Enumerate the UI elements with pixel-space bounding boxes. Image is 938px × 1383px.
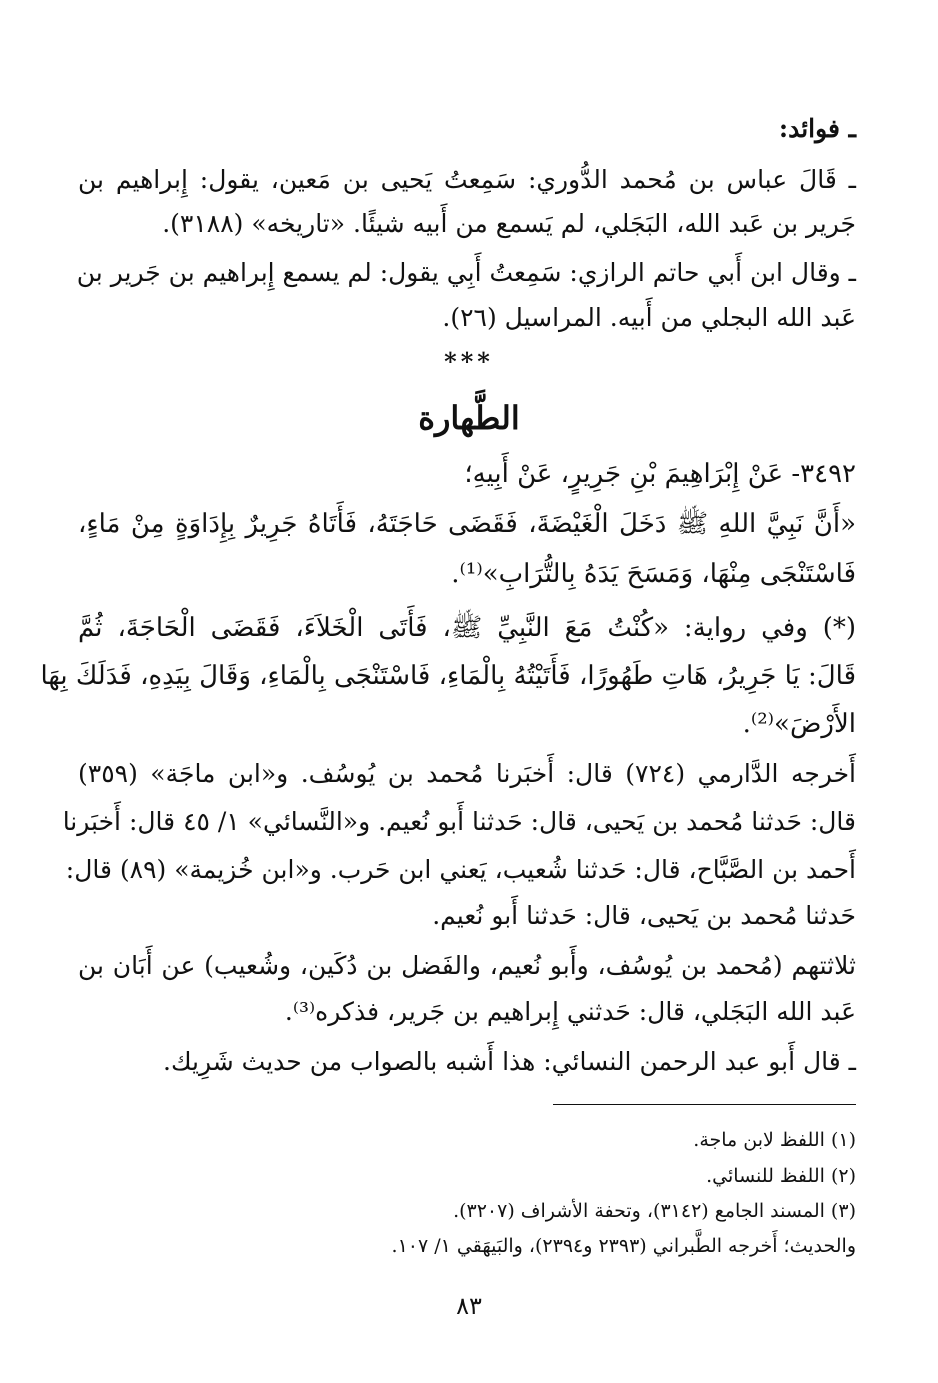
footnote-divider [553, 1104, 856, 1105]
chapter-title: الطَّهارة [418, 399, 520, 437]
hadith-number-line: ٣٤٩٢- عَنْ إِبْرَاهِيمَ بْنِ جَرِيرٍ، عَنْ أَبِيهِ؛ [464, 459, 856, 489]
fawaid-para1-line2: جَرير بن عَبد الله، البَجَلي، لم يَسمع من أَبيه شيئًا. «تاريخه» (٣١٨٨). [162, 209, 856, 238]
section-separator: *** [444, 347, 494, 376]
fawaid-heading: ـ فوائد: [778, 114, 856, 143]
takhrij-line2: قال: حَدثنا مُحمد بن يَحيى، قال: حَدثنا أَبو نُعيم. و«النَّسائي» ١/ ٤٥ قال: أَخبَرنا [62, 807, 856, 836]
fawaid-para1-line1: ـ قَالَ عباس بن مُحمد الدُّوري: سَمِعتُ يَحيى بن مَعين، يقول: إِبراهيم بن [78, 165, 856, 194]
fawaid-para2-line2: عَبد الله البجلي من أَبيه. المراسيل (٢٦). [442, 303, 856, 332]
hadith-riwaya-line3: الأَرْضَ»⁽²⁾. [742, 709, 856, 739]
hadith-text-line2: فَاسْتَنْجَى مِنْهَا، وَمَسَحَ يَدَهُ بِالتُّرَابِ»⁽¹⁾. [451, 559, 856, 589]
page-number: ٨٣ [456, 1292, 482, 1320]
takhrij-line6: عَبد الله البَجَلي، قال: حَدثني إِبراهيم بن جَرير، فذكره⁽³⁾. [284, 997, 856, 1026]
hadith-text-line1: «أَنَّ نَبِيَّ اللهِ ﷺ دَخَلَ الْغَيْضَةَ، فَقَضَى حَاجَتَهُ، فَأَتَاهُ جَرِيرٌ بِإِدَاوَةٍ مِنْ مَاءٍ، [78, 509, 856, 539]
footnote-3-line1: (٣) المسند الجامع (٣١٤٢)، وتحفة الأشراف (٣٢٠٧). [453, 1200, 856, 1222]
takhrij-line7: ـ قال أَبو عبد الرحمن النسائي: هذا أَشبه بالصواب من حديث شَرِيك. [163, 1047, 856, 1076]
hadith-riwaya-line1: (*) وفي رواية: «كُنْتُ مَعَ النَّبِيِّ ﷺ، فَأَتَى الْخَلاَءَ، فَقَضَى الْحَاجَةَ، ثُمَّ [78, 613, 856, 643]
takhrij-line5: ثلاثتهم (مُحمد بن يُوسُف، وأَبو نُعيم، والفَضل بن دُكَين، وشُعيب) عن أَبَان بن [78, 951, 856, 980]
hadith-riwaya-line2: قَالَ: يَا جَرِيرُ، هَاتِ طَهُورًا، فَأَتَيْتُهُ بِالْمَاءِ، فَاسْتَنْجَى بِالْمَاءِ، وَقَالَ بِيَدِهِ، فَدَلَكَ بِهَا [40, 661, 856, 691]
takhrij-line3: أَحمد بن الصَّبَّاح، قال: حَدثنا شُعيب، يَعني ابن حَرب. و«ابن خُزيمة» (٨٩) قال: [65, 855, 856, 884]
footnote-3-line2: والحديث؛ أَخرجه الطَّبراني (٢٣٩٣ و٢٣٩٤)، والبَيهَقي ١/ ١٠٧. [391, 1235, 856, 1257]
takhrij-line1: أَخرجه الدَّارمي (٧٢٤) قال: أَخبَرنا مُحمد بن يُوسُف. و«ابن ماجَة» (٣٥٩) [78, 759, 856, 788]
footnote-2: (٢) اللفظ للنسائي. [706, 1165, 856, 1187]
footnote-1: (١) اللفظ لابن ماجة. [693, 1129, 856, 1151]
takhrij-line4: حَدثنا مُحمد بن يَحيى، قال: حَدثنا أَبو نُعيم. [432, 901, 856, 930]
fawaid-para2-line1: ـ وقال ابن أَبي حاتم الرازي: سَمِعتُ أَبِي يقول: لم يسمع إِبراهيم بن جَرير بن [76, 258, 856, 287]
